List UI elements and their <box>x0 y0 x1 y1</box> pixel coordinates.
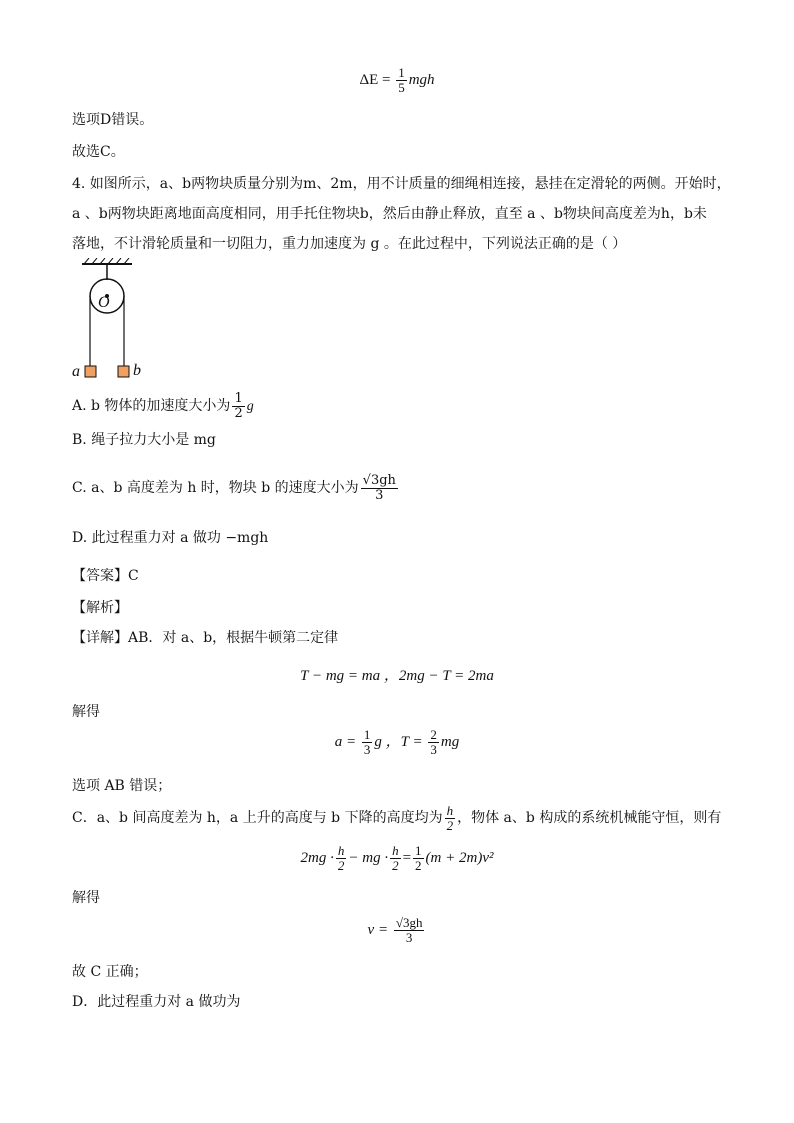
option-a: A. b 物体的加速度大小为 $\frac{1}{2}$ g <box>72 390 254 421</box>
fraction: $\frac{1}{5}$ <box>398 65 405 95</box>
equation-3: 2mg · $\frac{h}{2}$ − mg · $\frac{h}{2}$ = $\frac{1}{2}$ (m + 2m)v² <box>300 843 494 873</box>
label-a: a <box>72 363 80 380</box>
equation-2: a = $\frac{1}{3}$ g ，T = $\frac{2}{3}$ mg <box>334 727 460 757</box>
equation-4: v = $\frac{√3gh}{3}$ <box>367 915 423 945</box>
pulley-figure <box>72 258 152 383</box>
equation-1: T − mg = ma ，2mg − T = 2ma <box>300 668 494 684</box>
question-line-2: a 、b两物块距离地面高度相同，用手托住物块b，然后由静止释放，直至 a 、b物块间高度差为h，b未 <box>72 206 707 222</box>
option-c: C. a、b 高度差为 h 时，物块 b 的速度大小为 $\frac{√3gh}{3}$ <box>72 472 396 503</box>
detail-ab: 【详解】AB．对 a、b，根据牛顿第二定律 <box>72 630 339 646</box>
answer-label: 【答案】C <box>72 568 139 584</box>
option-d: D. 此过程重力对 a 做功 −mgh <box>72 530 269 546</box>
question-line-1: 4. 如图所示，a、b两物块质量分别为m、2m，用不计质量的细绳相连接，悬挂在定滑轮的两侧。开始时， <box>72 176 731 192</box>
c-line: C．a、b 间高度差为 h，a 上升的高度与 b 下降的高度均为 $\frac{h}{2}$ ，物体 a、b 构成的系统机械能守恒，则有 <box>72 802 722 833</box>
d-line: D．此过程重力对 a 做功为 <box>72 994 241 1010</box>
question-line-3: 落地，不计滑轮质量和一切阻力，重力加速度为 g 。在此过程中，下列说法正确的是（ ） <box>72 236 627 252</box>
solve-1: 解得 <box>72 704 100 720</box>
analysis-label: 【解析】 <box>72 600 128 616</box>
prev-answer: 故选C。 <box>72 144 125 160</box>
ab-wrong: 选项 AB 错误； <box>72 778 172 794</box>
label-b: b <box>133 362 141 379</box>
prev-d-wrong: 选项D错误。 <box>72 112 154 128</box>
solve-2: 解得 <box>72 890 100 906</box>
top-equation: ΔE = $\frac{1}{5}$ mgh <box>359 65 435 95</box>
pulley-label: O <box>98 294 110 311</box>
c-correct: 故 C 正确； <box>72 964 148 980</box>
option-b: B. 绳子拉力大小是 mg <box>72 432 216 448</box>
